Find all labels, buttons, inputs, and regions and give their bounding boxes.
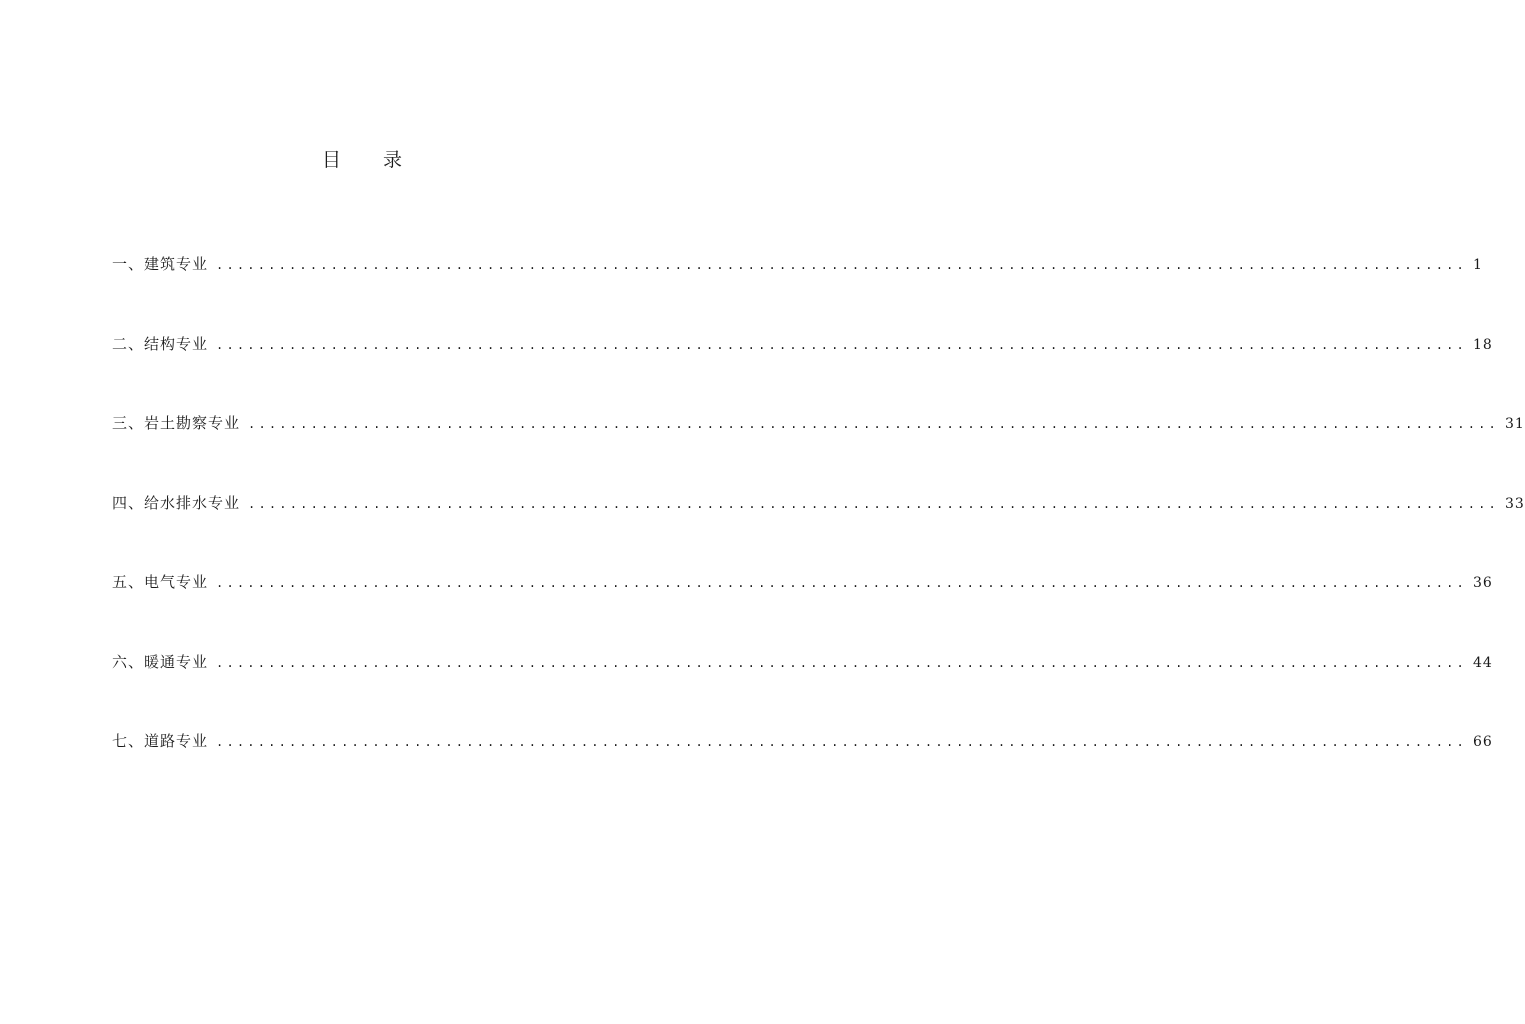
- toc-leader-dots: ........................................................................................................................: [216, 337, 1467, 352]
- toc-entry-geotechnical[interactable]: [112, 409, 1525, 437]
- toc-entry-structure[interactable]: [112, 330, 1493, 358]
- toc-leader-dots: ........................................................................................................................: [248, 496, 1499, 511]
- toc-entry-page: 44: [1472, 654, 1493, 671]
- toc-leader-dots: ........................................................................................................................: [216, 655, 1467, 670]
- toc-entry-road[interactable]: [112, 727, 1493, 755]
- toc-entry-plumbing[interactable]: [112, 489, 1525, 517]
- toc-leader-dots: ........................................................................................................................: [248, 417, 1499, 431]
- toc-entry-architecture[interactable]: [112, 250, 1483, 278]
- toc-entry-label: 六、暖通专业: [112, 652, 209, 671]
- toc-entry-hvac[interactable]: [112, 648, 1493, 676]
- toc-entry-label: 一、建筑专业: [112, 255, 209, 273]
- toc-entry-label: 七、道路专业: [112, 732, 209, 750]
- toc-entry-label: 二、结构专业: [112, 334, 209, 353]
- toc-entry-label: 四、给水排水专业: [112, 493, 241, 512]
- toc-entry-page: 36: [1472, 575, 1493, 591]
- table-of-contents: [112, 250, 1525, 807]
- toc-entry-electrical[interactable]: [112, 568, 1493, 596]
- toc-entry-label: 三、岩土勘察专业: [112, 414, 241, 432]
- toc-leader-dots: ........................................................................................................................: [216, 576, 1467, 590]
- toc-entry-label: 五、电气专业: [112, 573, 209, 591]
- toc-entry-page: 31: [1504, 416, 1525, 432]
- toc-leader-dots: ........................................................................................................................: [216, 735, 1467, 749]
- page-title: 目 录: [321, 149, 421, 171]
- toc-entry-page: 18: [1472, 336, 1493, 353]
- toc-entry-page: 1: [1472, 257, 1483, 273]
- toc-entry-page: 66: [1472, 734, 1493, 750]
- toc-entry-page: 33: [1504, 495, 1525, 512]
- toc-leader-dots: ........................................................................................................................: [216, 258, 1467, 272]
